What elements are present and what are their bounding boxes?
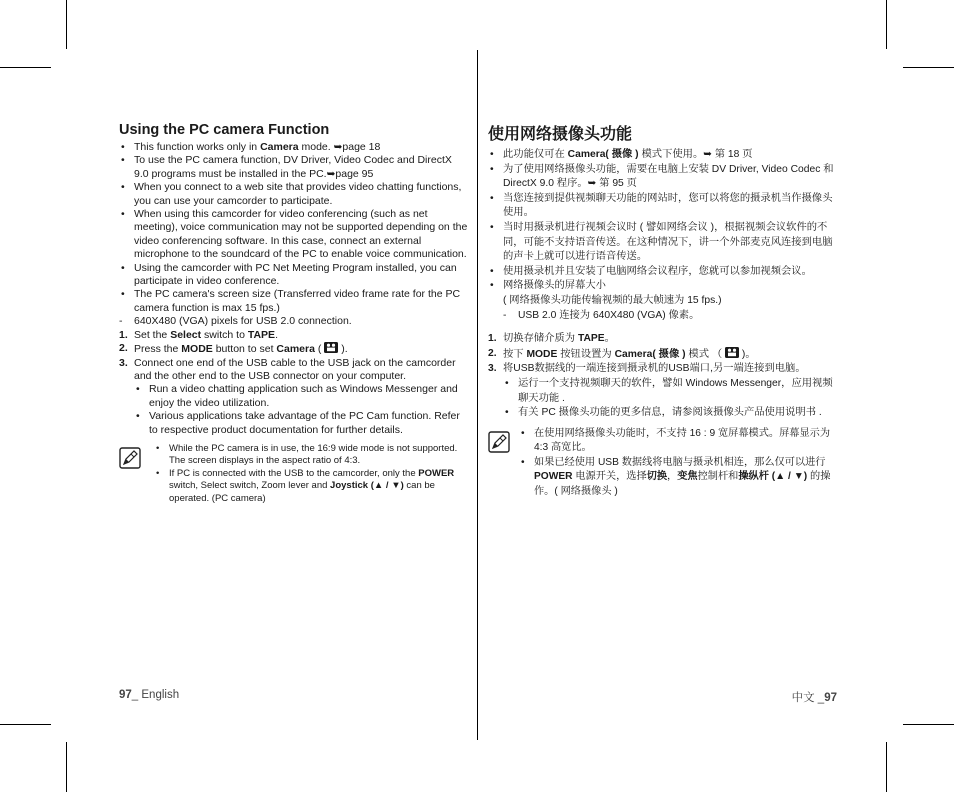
step-list [488, 332, 838, 421]
section-title: Using the PC camera Function [119, 122, 330, 138]
page-number-right: 中文 _97 [791, 692, 837, 704]
list-item: • Using the camcorder with PC Net Meeting Program installed, you can participate in video conference. [119, 262, 469, 289]
dash-item: - USB 2.0 连接为 640X480 (VGA) 像素。 [503, 309, 700, 321]
page-number-left: 97_ English [119, 689, 180, 701]
note-list [155, 443, 469, 505]
camera-mode-icon [324, 342, 338, 353]
page-divider [477, 50, 478, 740]
crop-mark [0, 724, 51, 725]
note-pencil-icon [119, 447, 141, 469]
list-item: • 当时用摄录机进行视频会议时 ( 譬如网络会议 )，根据视频会议软件的不同，可能不支持语音传送。在这种情况下，讲一个外部麦克风连接到电脑的声卡上就可以进行语音传送。 [488, 221, 838, 265]
list-item: • 网络摄像头的屏幕大小 ( 网络摄像头功能传输视频的最大帧速为 15 fps.) [488, 279, 838, 308]
list-item: • 此功能仅可在 Camera( 摄像 ) 模式下使用。➥ 第 18 页 [488, 148, 838, 163]
dash-item: - 640X480 (VGA) pixels for USB 2.0 connection. [119, 315, 352, 328]
step-item: 2. 按下 MODE 按钮设置为 Camera( 摄像 ) 模式 （ )。 [488, 347, 756, 360]
camera-mode-icon [725, 347, 739, 358]
crop-mark [0, 67, 51, 68]
list-item: • If PC is connected with the USB to the camcorder, only the POWER switch, Select switch, Zoom lever and Joystick (▲ / ▼) can be operated. (PC camera) [155, 468, 469, 505]
step-item: 3. 将USB数据线的一端连接到摄录机的USB端口,另一端连接到电脑。 • 运行一个支持视频聊天的软件，譬如 Windows Messenger，应用视频聊天功能 . • 有关 PC 摄像头功能的更多信息，请参阅该摄像头产品使用说明书 . [488, 362, 838, 420]
list-item: • This function works only in Camera mode. ➥page 18 [119, 141, 469, 154]
note-pencil-icon [488, 431, 510, 453]
list-item: • 为了使用网络摄像头功能，需要在电脑上安装 DV Driver, Video Codec 和 DirectX 9.0 程序。➥ 第 95 页 [488, 163, 838, 192]
bullet-list [488, 148, 838, 309]
list-item: • While the PC camera is in use, the 16:9 wide mode is not supported. The screen displays in the aspect ratio of 4:3. [155, 443, 469, 468]
list-item: • Run a video chatting application such as Windows Messenger and enjoy the video utilization. [134, 383, 469, 410]
list-item: • 在使用网络摄像头功能时，不支持 16 : 9 宽屏幕模式。屏幕显示为 4:3 高宽比。 [520, 427, 838, 456]
list-item: • 运行一个支持视频聊天的软件，譬如 Windows Messenger，应用视频聊天功能 . [503, 377, 838, 406]
section-title: 使用网络摄像头功能 [488, 126, 633, 143]
crop-mark [886, 0, 887, 49]
english-column [119, 122, 469, 505]
crop-mark [886, 742, 887, 792]
list-item: • 有关 PC 摄像头功能的更多信息，请参阅该摄像头产品使用说明书 . [503, 406, 838, 421]
list-item: • When you connect to a web site that provides video chatting functions, you can use your camcorder to participate. [119, 181, 469, 208]
note-list [520, 427, 838, 500]
paren-note: ( 网络摄像头功能传输视频的最大帧速为 15 fps.) [503, 294, 722, 306]
list-item: • 当您连接到提供视频聊天功能的网站时，您可以将您的摄录机当作摄像头使用。 [488, 192, 838, 221]
list-item: • To use the PC camera function, DV Driver, Video Codec and DirectX 9.0 programs must be installed in the PC.➥page 95 [119, 154, 469, 181]
note-box [488, 427, 838, 500]
crop-mark [66, 0, 67, 49]
list-item: • 如果已经使用 USB 数据线将电脑与摄录机相连，那么仅可以进行 POWER 电源开关，选择切换，变焦控制杆和操纵杆 (▲ / ▼) 的操作。( 网络摄像头 ) [520, 456, 838, 500]
list-item: • When using this camcorder for video conferencing (such as net meeting), voice communication may not be supported depending on the video conferencing software. In this case, connect an external microphone to the soundcard of the PC to enable voice communication. [119, 208, 469, 262]
step-item: 1. Set the Select switch to TAPE. [119, 328, 278, 341]
chinese-column [488, 121, 838, 500]
note-box [119, 443, 469, 505]
step-item: 1. 切换存储介质为 TAPE。 [488, 333, 615, 345]
step-item: 3. Connect one end of the USB cable to the USB jack on the camcorder and the other end to the USB connector on your computer. • Run a video chatting application such as Windows Messenger and enjoy the video utilization. • Various applications take advantage of the PC Cam function. Refer to respective product documentation for further details. [119, 357, 469, 437]
sub-list [134, 383, 469, 437]
crop-mark [66, 742, 67, 792]
list-item: • Various applications take advantage of the PC Cam function. Refer to respective product documentation for further details. [134, 410, 469, 437]
list-item: • The PC camera's screen size (Transferred video frame rate for the PC camera function is max 15 fps.) [119, 288, 469, 315]
crop-mark [903, 67, 954, 68]
list-item: • 使用摄录机并且安装了电脑网络会议程序，您就可以参加视频会议。 [488, 265, 838, 280]
bullet-list [119, 141, 469, 315]
crop-mark [903, 724, 954, 725]
sub-list [503, 377, 838, 421]
step-item: 2. Press the MODE button to set Camera ( ). [119, 342, 348, 356]
step-list [119, 329, 469, 437]
